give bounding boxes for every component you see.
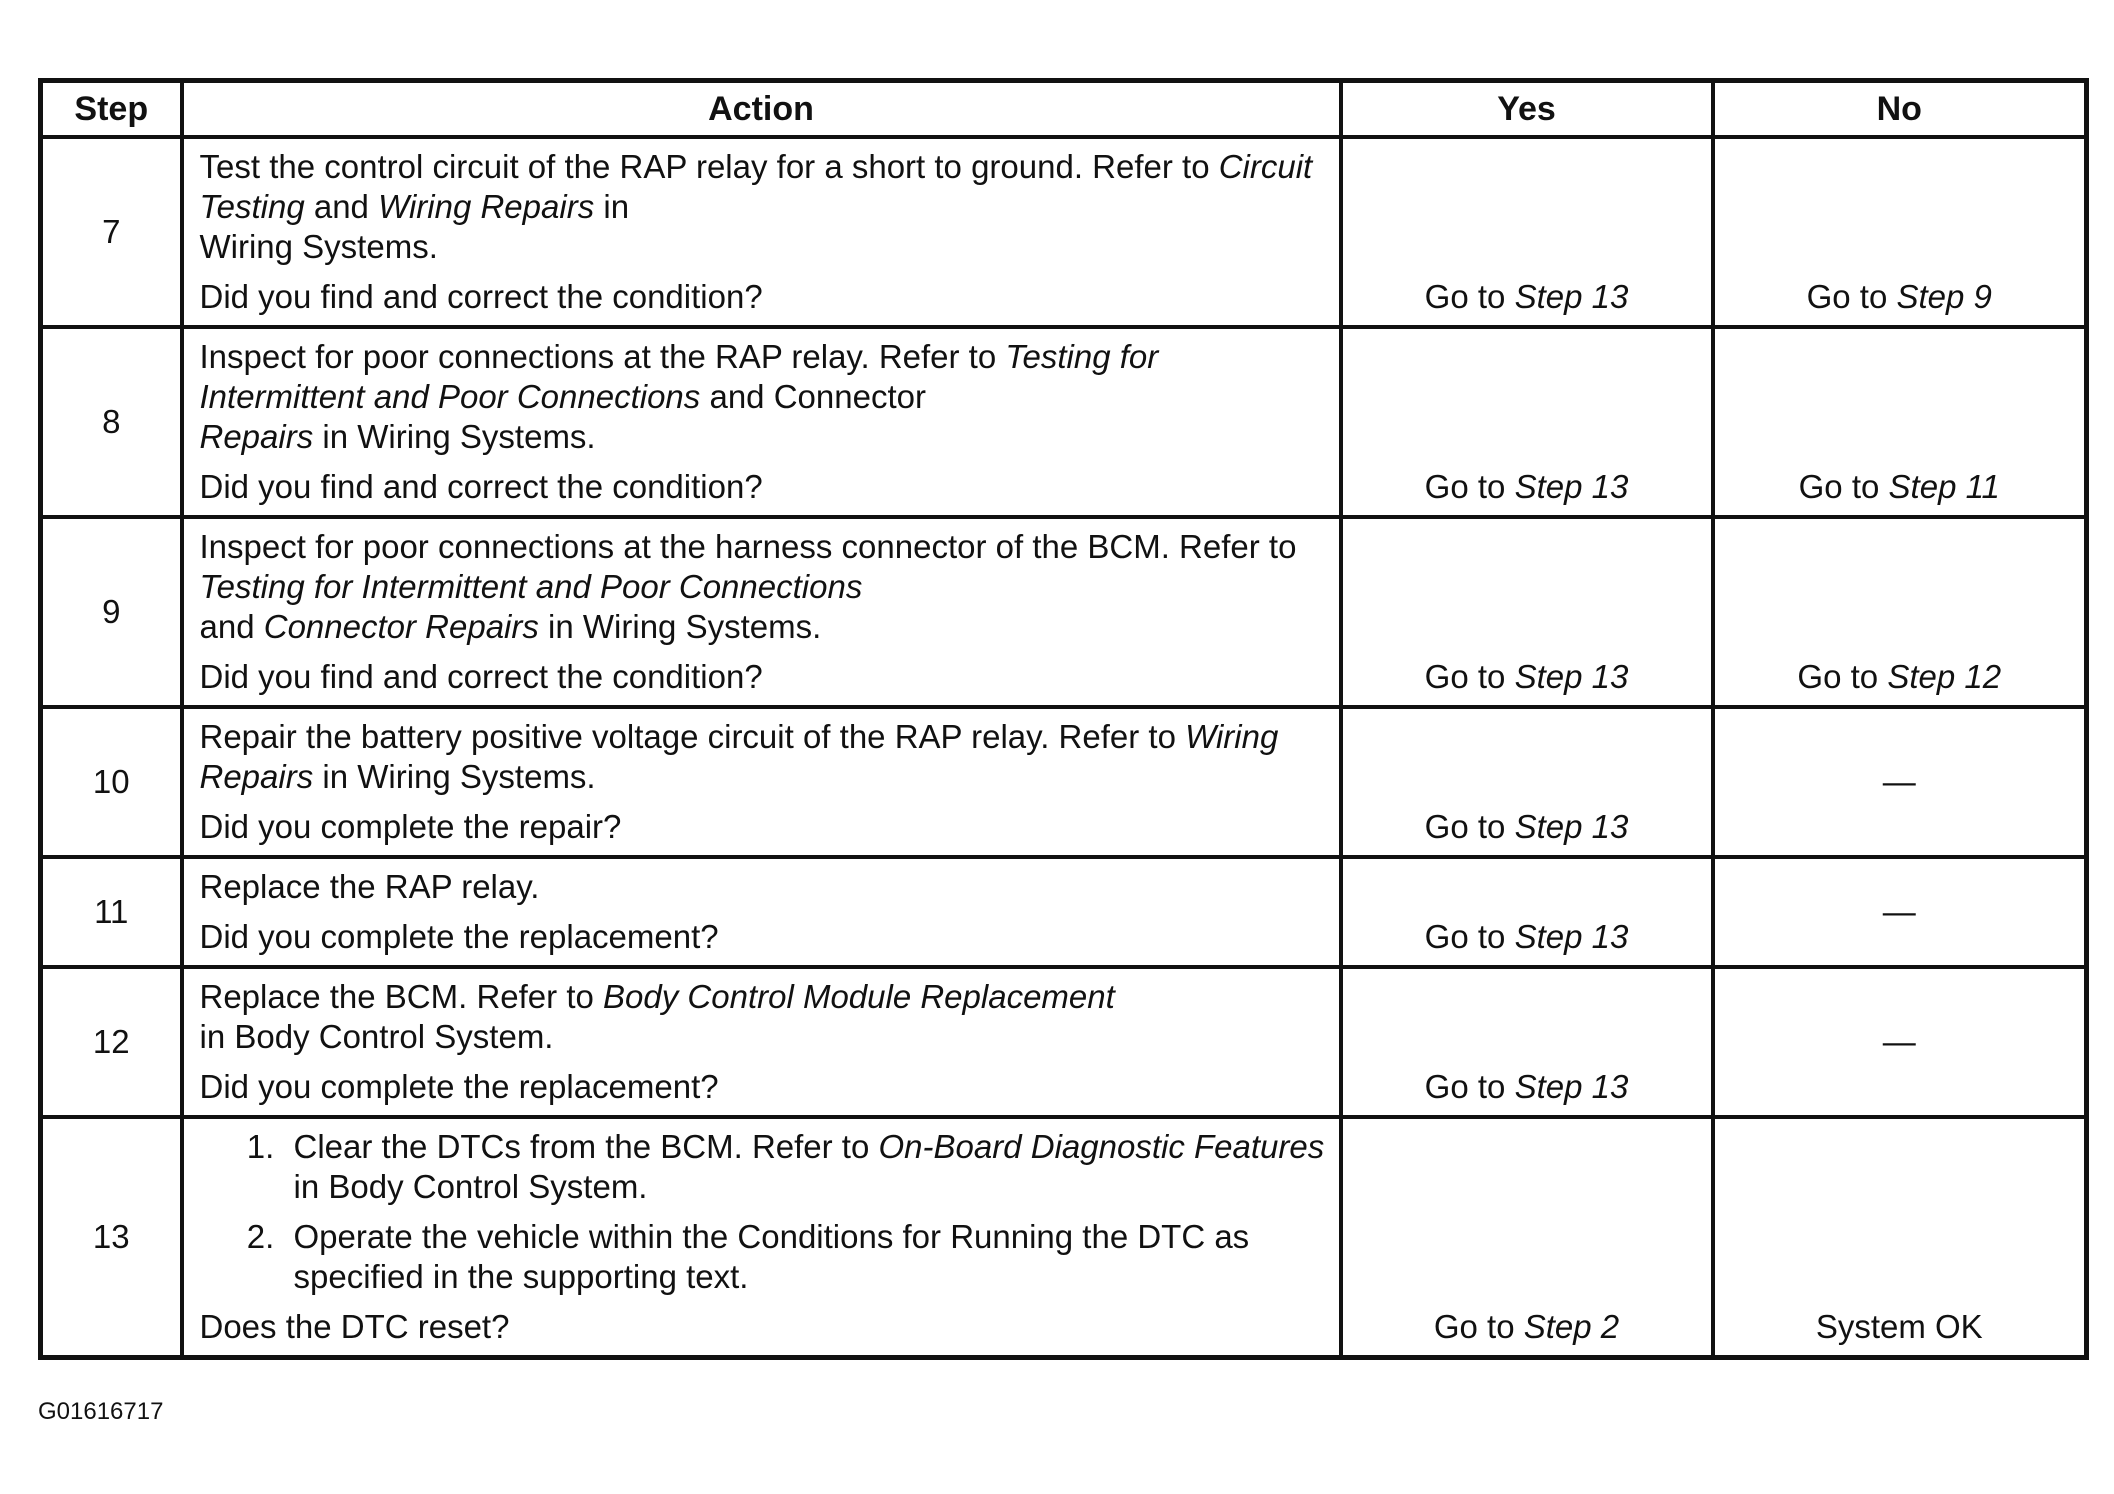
no-outcome: [1713, 707, 2087, 857]
goto-step-link[interactable]: Step 11: [1888, 468, 2000, 505]
goto-prefix: Go to: [1424, 918, 1515, 955]
yes-outcome: [1341, 857, 1713, 967]
reference-text: Connector Repairs: [263, 608, 539, 645]
goto-step-link[interactable]: Step 13: [1514, 918, 1629, 955]
figure-id: G01616717: [38, 1398, 164, 1425]
action-text: Replace the RAP relay.: [199, 868, 540, 905]
reference-text: Testing for Intermittent and Poor Connections: [199, 338, 1159, 415]
reference-text: On-Board Diagnostic Features: [878, 1128, 1325, 1165]
goto-prefix: Go to: [1424, 1068, 1515, 1105]
outcome-text: System OK: [1815, 1308, 1983, 1345]
table-row: [41, 327, 2087, 517]
action-text: and: [199, 608, 264, 645]
action-text: Inspect for poor connections at the RAP relay. Refer to: [199, 338, 1006, 375]
table-row: [41, 967, 2087, 1117]
goto-prefix: Go to: [1806, 278, 1897, 315]
reference-text: Body Control Module Replacement: [603, 978, 1115, 1015]
action-cell: [182, 517, 1341, 707]
no-outcome-dash: —: [1882, 763, 1916, 800]
yes-outcome: [1341, 517, 1713, 707]
goto-step-link[interactable]: Step 13: [1514, 1068, 1629, 1105]
action-question: Did you complete the replacement?: [199, 1068, 719, 1105]
no-outcome: [1713, 137, 2087, 327]
action-cell: [182, 707, 1341, 857]
yes-outcome: [1341, 967, 1713, 1117]
action-cell: [182, 327, 1341, 517]
no-outcome: [1713, 327, 2087, 517]
table-row: [41, 707, 2087, 857]
goto-step-link[interactable]: Step 9: [1896, 278, 1992, 315]
no-outcome: [1713, 517, 2087, 707]
action-instruction: [200, 147, 1325, 267]
action-text: Connector: [773, 378, 926, 415]
step-number: 9: [41, 517, 182, 707]
table-body: [41, 137, 2087, 1358]
table-header: [41, 81, 2087, 138]
table-row: [41, 137, 2087, 327]
action-question: Did you complete the repair?: [199, 808, 622, 845]
goto-prefix: Go to: [1424, 468, 1515, 505]
action-text: Inspect for poor connections at the harness connector of the BCM. Refer to: [199, 528, 1297, 565]
action-text: Test the control circuit of the RAP relay for a short to ground. Refer to: [199, 148, 1219, 185]
table-row: [41, 857, 2087, 967]
no-outcome-dash: —: [1882, 1023, 1916, 1060]
step-number: 10: [41, 707, 182, 857]
step-number: 11: [41, 857, 182, 967]
goto-prefix: Go to: [1424, 278, 1515, 315]
reference-text: Repairs: [199, 418, 314, 455]
yes-outcome: [1341, 707, 1713, 857]
action-cell: [182, 137, 1341, 327]
diagnostic-table: [38, 78, 2089, 1360]
header-yes: Yes: [1341, 81, 1713, 138]
step-number: 12: [41, 967, 182, 1117]
action-text: Repair the battery positive voltage circuit of the RAP relay. Refer to: [199, 718, 1186, 755]
reference-text: Wiring Repairs: [199, 718, 1279, 795]
table-row: [41, 517, 2087, 707]
goto-prefix: Go to: [1433, 1308, 1524, 1345]
step-number: 7: [41, 137, 182, 327]
yes-outcome: [1341, 137, 1713, 327]
action-instruction: [200, 717, 1325, 797]
goto-step-link[interactable]: Step 13: [1514, 468, 1629, 505]
action-text: Wiring Systems.: [199, 228, 438, 265]
action-question: Did you find and correct the condition?: [199, 278, 763, 315]
action-text: Replace the BCM. Refer to: [199, 978, 604, 1015]
action-text: and: [700, 378, 774, 415]
substep-item: [284, 1127, 1325, 1207]
yes-outcome: [1341, 327, 1713, 517]
action-cell: [182, 1117, 1341, 1358]
table-row: [41, 1117, 2087, 1358]
action-cell: [182, 857, 1341, 967]
reference-text: Testing for Intermittent and Poor Connections: [199, 568, 863, 605]
goto-step-link[interactable]: Step 13: [1514, 808, 1629, 845]
goto-step-link[interactable]: Step 13: [1514, 658, 1629, 695]
action-text: Clear the DTCs from the BCM. Refer to: [293, 1128, 879, 1165]
substep-item: [284, 1217, 1325, 1297]
header-no: No: [1713, 81, 2087, 138]
substep-list: [200, 1127, 1325, 1297]
goto-prefix: Go to: [1424, 658, 1515, 695]
action-text: in Body Control System.: [199, 1018, 554, 1055]
action-cell: [182, 967, 1341, 1117]
goto-prefix: Go to: [1424, 808, 1515, 845]
action-instruction: [200, 527, 1325, 647]
action-text: Operate the vehicle within the Conditions for Running the DTC as specified in the supporting text.: [293, 1218, 1250, 1295]
no-outcome-dash: —: [1882, 893, 1916, 930]
reference-text: Wiring Repairs: [378, 188, 595, 225]
action-question: Did you complete the replacement?: [199, 918, 719, 955]
step-number: 8: [41, 327, 182, 517]
no-outcome: [1713, 967, 2087, 1117]
step-number: 13: [41, 1117, 182, 1358]
header-step: Step: [41, 81, 182, 138]
goto-prefix: Go to: [1797, 658, 1888, 695]
action-text: in Wiring Systems.: [313, 758, 596, 795]
header-action: Action: [182, 81, 1341, 138]
goto-step-link[interactable]: Step 2: [1523, 1308, 1620, 1345]
goto-step-link[interactable]: Step 13: [1514, 278, 1629, 315]
action-instruction: [200, 867, 1325, 907]
action-text: in Body Control System.: [293, 1168, 648, 1205]
action-instruction: [200, 337, 1325, 457]
action-text: in: [594, 188, 630, 225]
action-question: Did you find and correct the condition?: [199, 658, 763, 695]
action-instruction: [200, 977, 1325, 1057]
no-outcome: [1713, 1117, 2087, 1358]
action-question: Did you find and correct the condition?: [199, 468, 763, 505]
action-text: in Wiring Systems.: [313, 418, 596, 455]
no-outcome: [1713, 857, 2087, 967]
goto-prefix: Go to: [1798, 468, 1889, 505]
action-question: Does the DTC reset?: [199, 1308, 510, 1345]
goto-step-link[interactable]: Step 12: [1887, 658, 2002, 695]
action-text: and: [304, 188, 379, 225]
action-text: in Wiring Systems.: [538, 608, 822, 645]
yes-outcome: [1341, 1117, 1713, 1358]
header-row: [41, 81, 2087, 138]
reference-text: Circuit Testing: [199, 148, 1313, 225]
